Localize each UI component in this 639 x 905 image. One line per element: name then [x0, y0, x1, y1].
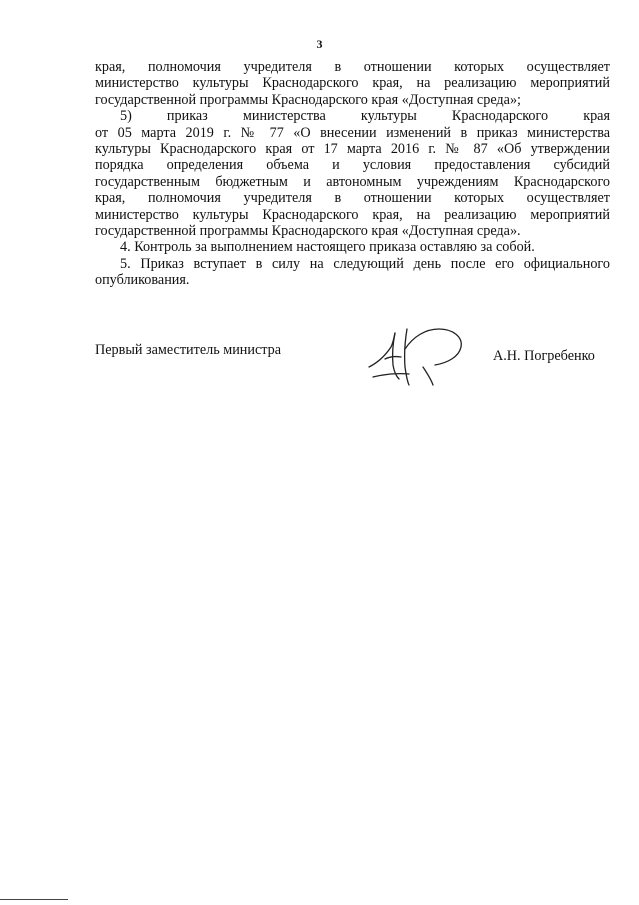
text-line: министерство культуры Краснодарского края, на реализацию мероприятий	[95, 75, 610, 92]
footer-rule	[0, 899, 68, 900]
text-line: государственным бюджетным и автономным учреждениям Краснодарского	[95, 173, 610, 190]
document-body	[95, 59, 610, 289]
text-line: порядка определения объема и условия предоставления субсидий	[95, 157, 610, 174]
text-line: от 05 марта 2019 г. № 77 «О внесении изменений в приказ министерства	[95, 124, 610, 141]
text-line: министерство культуры Краснодарского края, на реализацию мероприятий	[95, 206, 610, 223]
text-line: государственной программы Краснодарского края «Доступная среда»;	[95, 91, 521, 108]
text-line: 5. Приказ вступает в силу на следующий день после его официального	[120, 255, 610, 272]
page-number: 3	[316, 37, 323, 51]
handwritten-signature	[363, 319, 483, 389]
signature-block	[95, 340, 610, 400]
signer-position: Первый заместитель министра	[95, 342, 282, 358]
text-line: опубликования.	[95, 272, 190, 289]
text-line: государственной программы Краснодарского края «Доступная среда».	[95, 223, 521, 240]
text-line: культуры Краснодарского края от 17 марта 2016 г. № 87 «Об утверждении	[95, 141, 610, 158]
text-line: края, полномочия учредителя в отношении которых осуществляет	[95, 59, 610, 75]
text-line: края, полномочия учредителя в отношении которых осуществляет	[95, 190, 610, 207]
signer-name: А.Н. Погребенко	[493, 348, 595, 364]
text-line: 5) приказ министерства культуры Краснодарского края	[120, 108, 610, 125]
text-line: 4. Контроль за выполнением настоящего приказа оставляю за собой.	[120, 239, 535, 256]
